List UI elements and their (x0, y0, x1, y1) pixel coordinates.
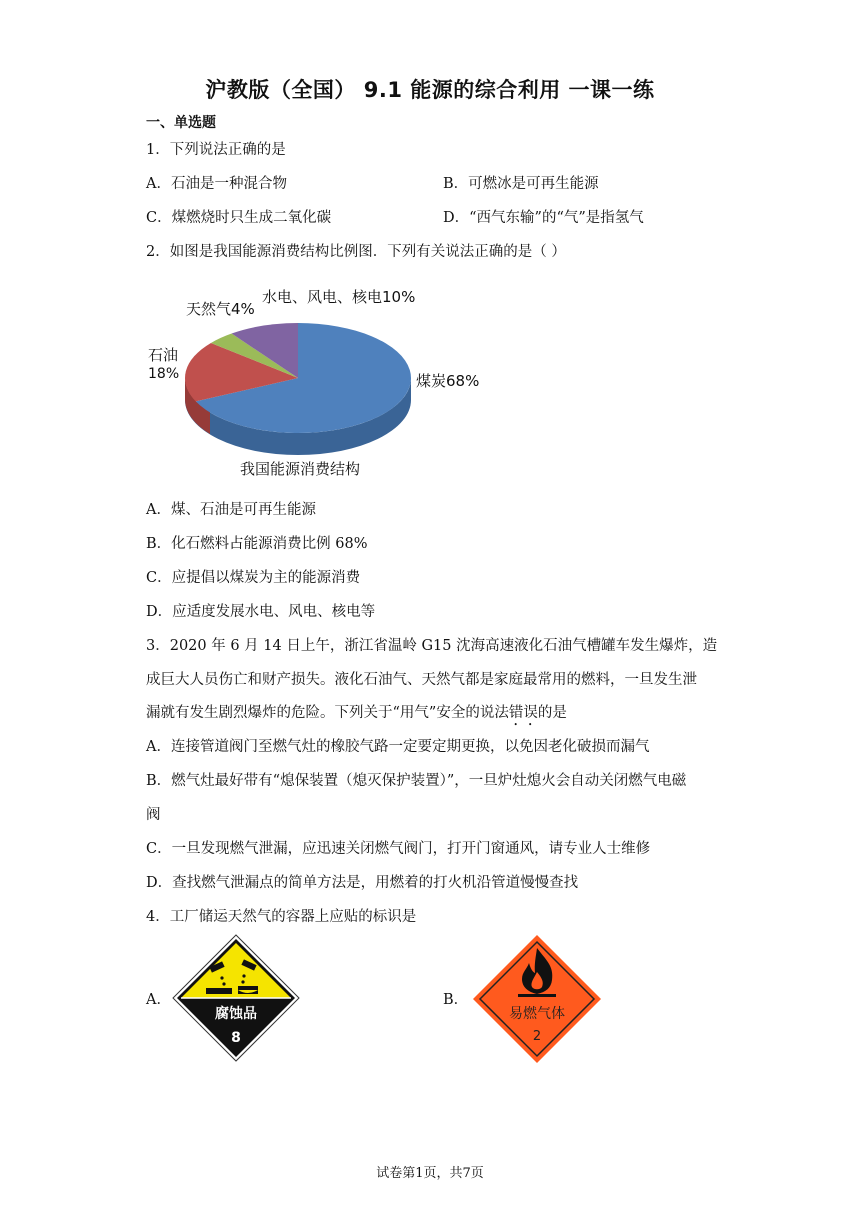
corrosive-hazard-sign (172, 934, 300, 1062)
question-2-stem: 2．如图是我国能源消费结构比例图．下列有关说法正确的是（ ） (146, 244, 566, 260)
question-3-stem-line-1: 3．2020 年 6 月 14 日上午，浙江省温岭 G15 沈海高速液化石油气槽罐车发生爆炸，造 (146, 638, 718, 654)
question-1-option-b: B．可燃冰是可再生能源 (443, 176, 599, 192)
label-natural-gas: 天然气4% (186, 300, 255, 318)
label-oil-pct: 18% (148, 366, 180, 382)
question-3-stem-line-3: 漏就有发生剧烈爆炸的危险。下列关于“用气”安全的说法错误的是 (146, 705, 567, 721)
flammable-sign-text: 易燃气体 (509, 1006, 565, 1022)
question-2-option-c: C．应提倡以煤炭为主的能源消费 (146, 570, 361, 586)
question-4-option-a: A． (146, 992, 171, 1008)
question-3-stem-line-2: 成巨大人员伤亡和财产损失。液化石油气、天然气都是家庭最常用的燃料，一旦发生泄 (146, 672, 697, 688)
corrosive-sign-text: 腐蚀品 (215, 1006, 257, 1022)
label-coal: 煤炭68% (416, 372, 480, 390)
question-1-option-c: C．煤燃烧时只生成二氧化碳 (146, 210, 332, 226)
question-3-option-a: A．连接管道阀门至燃气灶的橡胶气路一定要定期更换，以免因老化破损而漏气 (146, 739, 650, 755)
question-3-option-c: C．一旦发现燃气泄漏，应迅速关闭燃气阀门，打开门窗通风，请专业人士维修 (146, 841, 651, 857)
question-1-stem: 1．下列说法正确的是 (146, 142, 286, 158)
energy-pie-chart (140, 280, 480, 485)
emphasis-wrong: 错误 (508, 705, 538, 721)
question-1-option-d: D．“西气东输”的“气”是指氢气 (443, 210, 644, 226)
flammable-sign-number: 2 (532, 1029, 542, 1044)
page-title: 沪教版（全国） 9.1 能源的综合利用 一课一练 (205, 78, 655, 102)
flammable-gas-sign (472, 934, 602, 1064)
question-3-option-d: D．查找燃气泄漏点的简单方法是，用燃着的打火机沿管道慢慢查找 (146, 875, 579, 891)
question-2-option-a: A．煤、石油是可再生能源 (146, 502, 316, 518)
question-4-option-b: B． (443, 992, 469, 1008)
question-3-option-b-line-1: B．燃气灶最好带有“熄保装置（熄灭保护装置）”，一旦炉灶熄火会自动关闭燃气电磁 (146, 773, 687, 789)
label-hydro-wind-nuclear: 水电、风电、核电10% (262, 288, 416, 306)
question-3-option-b-line-2: 阀 (146, 807, 161, 823)
question-4-stem: 4．工厂储运天然气的容器上应贴的标识是 (146, 909, 417, 925)
page-footer: 试卷第1页，共7页 (376, 1166, 484, 1181)
label-oil-name: 石油 (148, 346, 179, 364)
question-2-option-b: B．化石燃料占能源消费比例 68% (146, 536, 368, 552)
question-2-option-d: D．应适度发展水电、风电、核电等 (146, 604, 376, 620)
chart-title: 我国能源消费结构 (240, 460, 361, 478)
section-heading: 一、单选题 (146, 115, 216, 131)
corrosive-sign-number: 8 (231, 1030, 241, 1046)
question-1-option-a: A．石油是一种混合物 (146, 176, 287, 192)
